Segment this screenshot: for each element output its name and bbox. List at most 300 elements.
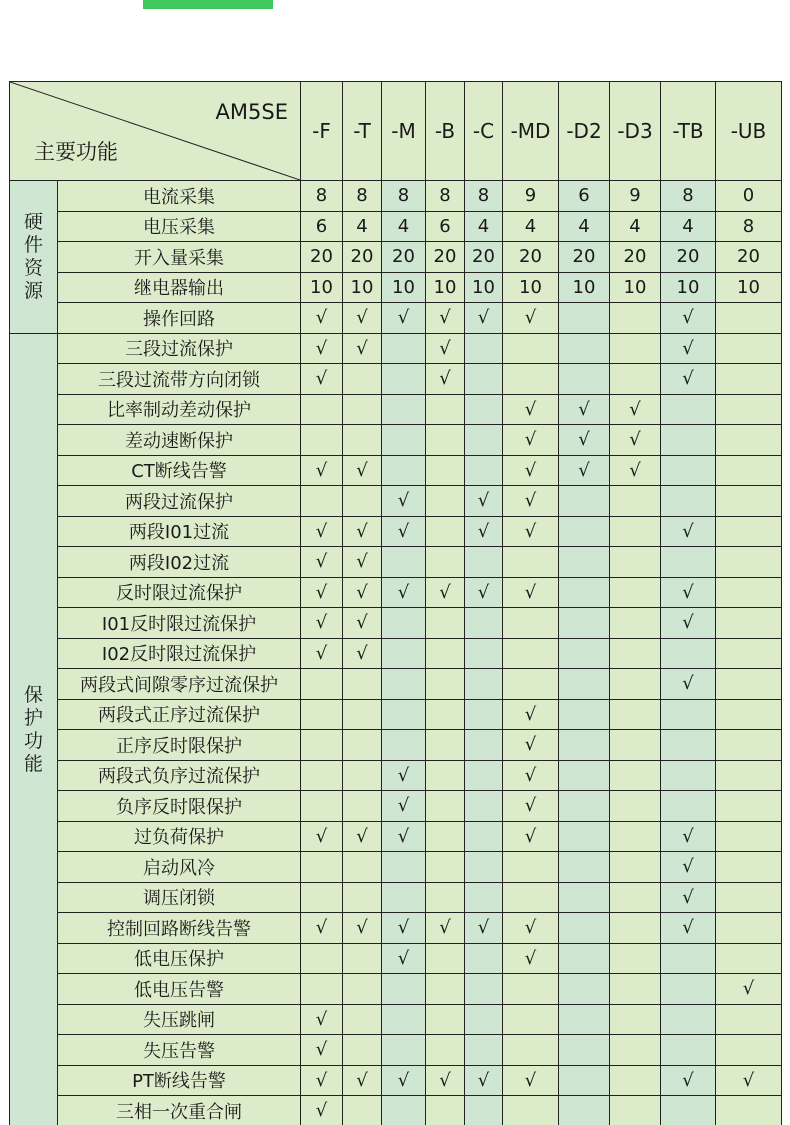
value-cell (610, 852, 661, 883)
value-cell (610, 974, 661, 1005)
value-cell (426, 791, 465, 822)
value-cell (382, 1035, 426, 1066)
function-name: 两段式正序过流保护 (58, 699, 301, 730)
value-cell (382, 394, 426, 425)
table-row (10, 242, 782, 273)
value-cell (559, 638, 610, 669)
group-label-char: 件 (23, 233, 43, 256)
value-cell: √ (503, 577, 559, 608)
value-cell (716, 638, 782, 669)
value-cell (661, 1035, 716, 1066)
value-cell: √ (503, 821, 559, 852)
value-cell (465, 425, 503, 456)
value-cell: 20 (382, 242, 426, 273)
value-cell (559, 669, 610, 700)
value-cell: 20 (559, 242, 610, 273)
value-cell (503, 333, 559, 364)
table-row (10, 1035, 782, 1066)
value-cell (716, 577, 782, 608)
value-cell (426, 394, 465, 425)
value-cell: √ (343, 547, 382, 578)
value-cell: √ (382, 943, 426, 974)
value-cell: 9 (503, 181, 559, 212)
value-cell (343, 1035, 382, 1066)
function-name: 过负荷保护 (58, 821, 301, 852)
value-cell (661, 1096, 716, 1125)
value-cell: 10 (610, 272, 661, 303)
value-cell (465, 1035, 503, 1066)
value-cell: √ (301, 1096, 343, 1125)
value-cell (610, 1004, 661, 1035)
function-name: 低电压告警 (58, 974, 301, 1005)
value-cell: √ (426, 577, 465, 608)
value-cell: √ (503, 730, 559, 761)
value-cell: 20 (426, 242, 465, 273)
function-name: 比率制动差动保护 (58, 394, 301, 425)
value-cell (661, 730, 716, 761)
value-cell: 8 (343, 181, 382, 212)
value-cell (301, 699, 343, 730)
table-row (10, 608, 782, 639)
table-row (10, 577, 782, 608)
table-row (10, 1096, 782, 1125)
value-cell: √ (301, 516, 343, 547)
function-name: I01反时限过流保护 (58, 608, 301, 639)
value-cell (465, 852, 503, 883)
value-cell (559, 364, 610, 395)
value-cell (301, 730, 343, 761)
value-cell: √ (301, 303, 343, 334)
value-cell: 4 (610, 211, 661, 242)
function-name: 失压跳闸 (58, 1004, 301, 1035)
value-cell: √ (382, 913, 426, 944)
value-cell: √ (301, 821, 343, 852)
value-cell (610, 608, 661, 639)
function-name: 继电器输出 (58, 272, 301, 303)
value-cell: √ (661, 303, 716, 334)
value-cell (716, 669, 782, 700)
function-name: PT断线告警 (58, 1065, 301, 1096)
value-cell: 8 (465, 181, 503, 212)
column-header-m: -M (382, 82, 426, 181)
value-cell (465, 699, 503, 730)
value-cell (559, 303, 610, 334)
table-row (10, 821, 782, 852)
value-cell (426, 1004, 465, 1035)
value-cell: 8 (716, 211, 782, 242)
group-label-char: 能 (23, 752, 43, 775)
value-cell (559, 791, 610, 822)
value-cell (716, 943, 782, 974)
value-cell (610, 333, 661, 364)
value-cell (716, 760, 782, 791)
value-cell: √ (503, 760, 559, 791)
value-cell (343, 486, 382, 517)
value-cell: √ (503, 516, 559, 547)
value-cell: √ (503, 943, 559, 974)
accent-bar (143, 0, 273, 9)
value-cell (301, 760, 343, 791)
value-cell (610, 577, 661, 608)
value-cell (382, 1004, 426, 1035)
value-cell (559, 699, 610, 730)
value-cell (426, 669, 465, 700)
group-label-char: 资 (23, 256, 43, 279)
function-table (9, 81, 782, 1125)
value-cell (343, 730, 382, 761)
value-cell: √ (343, 303, 382, 334)
value-cell (559, 852, 610, 883)
value-cell (426, 455, 465, 486)
value-cell (343, 699, 382, 730)
value-cell: √ (382, 821, 426, 852)
value-cell (426, 425, 465, 456)
value-cell: √ (343, 608, 382, 639)
column-header-d3: -D3 (610, 82, 661, 181)
value-cell: 20 (343, 242, 382, 273)
column-header-d2: -D2 (559, 82, 610, 181)
value-cell (610, 791, 661, 822)
value-cell: 6 (426, 211, 465, 242)
table-row (10, 791, 782, 822)
value-cell (465, 821, 503, 852)
value-cell: 4 (343, 211, 382, 242)
group-label-0 (10, 181, 58, 334)
value-cell: √ (465, 913, 503, 944)
value-cell: √ (661, 669, 716, 700)
value-cell (465, 394, 503, 425)
table-row (10, 486, 782, 517)
value-cell: 10 (503, 272, 559, 303)
value-cell: √ (426, 333, 465, 364)
value-cell (610, 1065, 661, 1096)
value-cell: √ (426, 303, 465, 334)
function-table-wrapper (9, 81, 782, 1125)
column-header-tb: -TB (661, 82, 716, 181)
value-cell (343, 394, 382, 425)
value-cell: √ (301, 1035, 343, 1066)
value-cell: √ (301, 364, 343, 395)
value-cell (382, 333, 426, 364)
value-cell: 10 (465, 272, 503, 303)
function-name: 启动风冷 (58, 852, 301, 883)
value-cell: √ (661, 882, 716, 913)
value-cell (301, 486, 343, 517)
value-cell: 8 (382, 181, 426, 212)
value-cell (426, 730, 465, 761)
value-cell (426, 852, 465, 883)
value-cell: 4 (661, 211, 716, 242)
value-cell (610, 882, 661, 913)
value-cell (716, 1004, 782, 1035)
table-row (10, 943, 782, 974)
value-cell (382, 455, 426, 486)
value-cell (661, 791, 716, 822)
value-cell (716, 852, 782, 883)
value-cell (559, 577, 610, 608)
value-cell (503, 1004, 559, 1035)
function-name: 控制回路断线告警 (58, 913, 301, 944)
value-cell: √ (426, 913, 465, 944)
value-cell (426, 821, 465, 852)
value-cell: √ (426, 364, 465, 395)
group-label-char: 功 (23, 729, 43, 752)
function-name: 差动速断保护 (58, 425, 301, 456)
function-name: CT断线告警 (58, 455, 301, 486)
table-row (10, 974, 782, 1005)
value-cell: √ (503, 791, 559, 822)
value-cell: 8 (301, 181, 343, 212)
value-cell (426, 608, 465, 639)
value-cell: 4 (465, 211, 503, 242)
table-row (10, 638, 782, 669)
value-cell (716, 1096, 782, 1125)
value-cell (465, 333, 503, 364)
column-header-md: -MD (503, 82, 559, 181)
value-cell (661, 760, 716, 791)
value-cell (301, 974, 343, 1005)
value-cell (610, 638, 661, 669)
value-cell (610, 943, 661, 974)
value-cell (559, 730, 610, 761)
value-cell (661, 974, 716, 1005)
function-name: 正序反时限保护 (58, 730, 301, 761)
value-cell: √ (559, 394, 610, 425)
value-cell (301, 791, 343, 822)
table-row (10, 455, 782, 486)
value-cell (559, 608, 610, 639)
value-cell: √ (301, 1004, 343, 1035)
value-cell (382, 1096, 426, 1125)
value-cell (382, 669, 426, 700)
value-cell (610, 1096, 661, 1125)
value-cell: √ (661, 516, 716, 547)
value-cell (343, 943, 382, 974)
value-cell (716, 882, 782, 913)
value-cell: √ (382, 791, 426, 822)
table-row (10, 1065, 782, 1096)
value-cell (503, 547, 559, 578)
value-cell: 20 (503, 242, 559, 273)
value-cell (382, 882, 426, 913)
value-cell (301, 943, 343, 974)
value-cell (503, 608, 559, 639)
column-header-c: -C (465, 82, 503, 181)
table-row (10, 1004, 782, 1035)
value-cell (343, 425, 382, 456)
value-cell: 10 (661, 272, 716, 303)
diagonal-header-cell (10, 82, 301, 181)
value-cell: 8 (426, 181, 465, 212)
value-cell (559, 760, 610, 791)
value-cell (716, 730, 782, 761)
function-name: 两段式负序过流保护 (58, 760, 301, 791)
value-cell (610, 821, 661, 852)
value-cell: √ (343, 1065, 382, 1096)
value-cell: 4 (559, 211, 610, 242)
value-cell (559, 913, 610, 944)
value-cell (610, 364, 661, 395)
value-cell: √ (382, 303, 426, 334)
value-cell (343, 882, 382, 913)
value-cell (382, 638, 426, 669)
value-cell (301, 852, 343, 883)
table-row (10, 730, 782, 761)
value-cell: 20 (465, 242, 503, 273)
value-cell (465, 730, 503, 761)
value-cell (610, 730, 661, 761)
value-cell: √ (465, 1065, 503, 1096)
value-cell (382, 608, 426, 639)
value-cell (559, 1065, 610, 1096)
value-cell: √ (426, 1065, 465, 1096)
value-cell (610, 699, 661, 730)
column-header-ub: -UB (716, 82, 782, 181)
value-cell: √ (343, 455, 382, 486)
value-cell (382, 425, 426, 456)
value-cell (559, 486, 610, 517)
value-cell: √ (559, 425, 610, 456)
main-function-label: 主要功能 (34, 140, 118, 164)
table-row (10, 669, 782, 700)
group-label-1 (10, 333, 58, 1125)
value-cell: √ (382, 577, 426, 608)
value-cell (503, 974, 559, 1005)
value-cell: √ (301, 1065, 343, 1096)
value-cell (716, 791, 782, 822)
value-cell: √ (465, 486, 503, 517)
value-cell: √ (661, 333, 716, 364)
table-row (10, 547, 782, 578)
group-label-char: 护 (23, 706, 43, 729)
header-row (10, 82, 782, 181)
value-cell (426, 882, 465, 913)
value-cell: √ (301, 455, 343, 486)
value-cell: √ (301, 577, 343, 608)
value-cell (382, 699, 426, 730)
value-cell: √ (301, 547, 343, 578)
function-name: 电压采集 (58, 211, 301, 242)
value-cell (465, 638, 503, 669)
value-cell (610, 547, 661, 578)
function-name: I02反时限过流保护 (58, 638, 301, 669)
value-cell (661, 394, 716, 425)
value-cell (382, 852, 426, 883)
table-row (10, 303, 782, 334)
value-cell (661, 699, 716, 730)
value-cell: √ (343, 516, 382, 547)
value-cell (661, 486, 716, 517)
function-name: 反时限过流保护 (58, 577, 301, 608)
value-cell: √ (301, 913, 343, 944)
value-cell: √ (610, 425, 661, 456)
value-cell: √ (382, 1065, 426, 1096)
value-cell (503, 1096, 559, 1125)
value-cell (610, 913, 661, 944)
table-row (10, 516, 782, 547)
value-cell (426, 974, 465, 1005)
value-cell (610, 669, 661, 700)
value-cell: √ (503, 913, 559, 944)
value-cell (661, 943, 716, 974)
table-row (10, 852, 782, 883)
value-cell (465, 608, 503, 639)
value-cell (465, 364, 503, 395)
value-cell: 9 (610, 181, 661, 212)
value-cell (610, 516, 661, 547)
value-cell (716, 303, 782, 334)
value-cell (559, 516, 610, 547)
table-row (10, 394, 782, 425)
value-cell (465, 455, 503, 486)
value-cell (465, 1096, 503, 1125)
value-cell (465, 760, 503, 791)
value-cell: √ (382, 486, 426, 517)
value-cell: √ (661, 608, 716, 639)
value-cell: 10 (559, 272, 610, 303)
value-cell: 20 (301, 242, 343, 273)
value-cell: √ (503, 394, 559, 425)
value-cell: √ (465, 516, 503, 547)
function-name: 操作回路 (58, 303, 301, 334)
value-cell (382, 730, 426, 761)
function-name: 开入量采集 (58, 242, 301, 273)
value-cell (426, 943, 465, 974)
value-cell (503, 364, 559, 395)
value-cell: 6 (301, 211, 343, 242)
value-cell (426, 1096, 465, 1125)
value-cell (559, 821, 610, 852)
value-cell (382, 974, 426, 1005)
value-cell (559, 882, 610, 913)
value-cell (716, 913, 782, 944)
value-cell (503, 638, 559, 669)
value-cell (465, 791, 503, 822)
value-cell (661, 547, 716, 578)
value-cell: 6 (559, 181, 610, 212)
value-cell: √ (610, 455, 661, 486)
value-cell (559, 1035, 610, 1066)
table-row (10, 425, 782, 456)
value-cell (343, 1004, 382, 1035)
value-cell (716, 333, 782, 364)
value-cell (610, 760, 661, 791)
value-cell: √ (301, 608, 343, 639)
value-cell (426, 699, 465, 730)
value-cell: √ (343, 913, 382, 944)
value-cell: √ (343, 638, 382, 669)
value-cell (503, 852, 559, 883)
value-cell (716, 547, 782, 578)
value-cell (716, 364, 782, 395)
value-cell (661, 1004, 716, 1035)
value-cell (465, 547, 503, 578)
function-name: 电流采集 (58, 181, 301, 212)
value-cell: √ (610, 394, 661, 425)
group-label-char: 源 (23, 279, 43, 302)
value-cell (426, 516, 465, 547)
value-cell (661, 455, 716, 486)
value-cell: 10 (716, 272, 782, 303)
value-cell: √ (301, 638, 343, 669)
function-name: 两段式间隙零序过流保护 (58, 669, 301, 700)
value-cell (503, 1035, 559, 1066)
value-cell (343, 364, 382, 395)
table-row (10, 760, 782, 791)
value-cell (426, 760, 465, 791)
value-cell (559, 547, 610, 578)
function-name: 三段过流带方向闭锁 (58, 364, 301, 395)
